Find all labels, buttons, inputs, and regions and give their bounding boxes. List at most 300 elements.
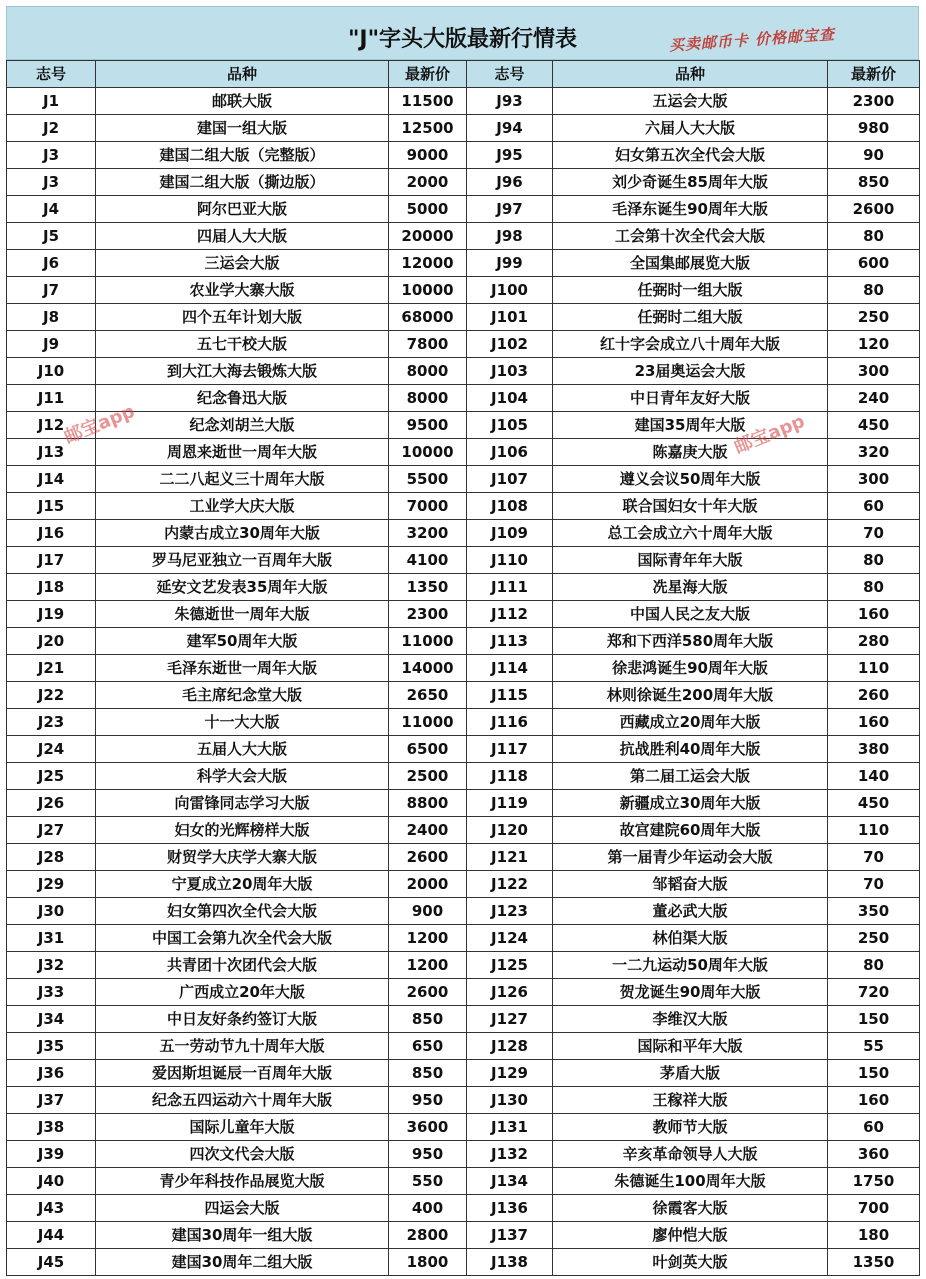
cell-name: 朱德诞生100周年大版 (553, 1168, 828, 1195)
cell-price: 300 (828, 466, 920, 493)
table-row (7, 952, 920, 979)
cell-name: 四届人大大版 (96, 223, 389, 250)
cell-code: J2 (7, 115, 96, 142)
table-body (7, 88, 920, 1276)
cell-name: 五届人大大版 (96, 736, 389, 763)
cell-code: J1 (7, 88, 96, 115)
cell-code: J38 (7, 1114, 96, 1141)
cell-code: J122 (467, 871, 553, 898)
cell-code: J43 (7, 1195, 96, 1222)
header-code-left: 志号 (7, 61, 96, 88)
cell-code: J37 (7, 1087, 96, 1114)
cell-code: J100 (467, 277, 553, 304)
cell-name: 青少年科技作品展览大版 (96, 1168, 389, 1195)
cell-code: J25 (7, 763, 96, 790)
table-row (7, 925, 920, 952)
cell-code: J104 (467, 385, 553, 412)
cell-price: 280 (828, 628, 920, 655)
cell-code: J114 (467, 655, 553, 682)
cell-name: 廖仲恺大版 (553, 1222, 828, 1249)
cell-price: 3200 (389, 520, 467, 547)
cell-name: 红十字会成立八十周年大版 (553, 331, 828, 358)
cell-code: J108 (467, 493, 553, 520)
cell-name: 中国人民之友大版 (553, 601, 828, 628)
cell-price: 720 (828, 979, 920, 1006)
cell-name: 五一劳动节九十周年大版 (96, 1033, 389, 1060)
cell-price: 980 (828, 115, 920, 142)
cell-name: 抗战胜利40周年大版 (553, 736, 828, 763)
cell-code: J136 (467, 1195, 553, 1222)
cell-code: J134 (467, 1168, 553, 1195)
cell-code: J116 (467, 709, 553, 736)
cell-code: J124 (467, 925, 553, 952)
cell-name: 毛主席纪念堂大版 (96, 682, 389, 709)
header-name-right: 品种 (553, 61, 828, 88)
cell-price: 300 (828, 358, 920, 385)
cell-price: 4100 (389, 547, 467, 574)
cell-name: 中日友好条约签订大版 (96, 1006, 389, 1033)
cell-code: J21 (7, 655, 96, 682)
cell-price: 250 (828, 304, 920, 331)
cell-code: J111 (467, 574, 553, 601)
cell-price: 3600 (389, 1114, 467, 1141)
cell-code: J110 (467, 547, 553, 574)
table-row (7, 574, 920, 601)
cell-price: 140 (828, 763, 920, 790)
cell-code: J44 (7, 1222, 96, 1249)
cell-code: J121 (467, 844, 553, 871)
cell-code: J132 (467, 1141, 553, 1168)
table-row (7, 493, 920, 520)
table-row (7, 385, 920, 412)
cell-price: 60 (828, 493, 920, 520)
cell-code: J22 (7, 682, 96, 709)
cell-price: 5500 (389, 466, 467, 493)
cell-price: 70 (828, 844, 920, 871)
cell-code: J93 (467, 88, 553, 115)
cell-name: 李维汉大版 (553, 1006, 828, 1033)
cell-code: J96 (467, 169, 553, 196)
table-row (7, 88, 920, 115)
cell-code: J101 (467, 304, 553, 331)
header-price-right: 最新价 (828, 61, 920, 88)
cell-name: 郑和下西洋580周年大版 (553, 628, 828, 655)
cell-name: 妇女的光辉榜样大版 (96, 817, 389, 844)
cell-price: 12500 (389, 115, 467, 142)
table-row (7, 763, 920, 790)
cell-name: 纪念刘胡兰大版 (96, 412, 389, 439)
cell-price: 250 (828, 925, 920, 952)
table-row (7, 979, 920, 1006)
cell-price: 850 (828, 169, 920, 196)
table-row (7, 736, 920, 763)
table-row (7, 1006, 920, 1033)
cell-price: 11000 (389, 709, 467, 736)
cell-price: 380 (828, 736, 920, 763)
cell-price: 1350 (389, 574, 467, 601)
table-row (7, 223, 920, 250)
table-row (7, 304, 920, 331)
cell-name: 工业学大庆大版 (96, 493, 389, 520)
cell-price: 70 (828, 520, 920, 547)
cell-price: 150 (828, 1006, 920, 1033)
cell-name: 董必武大版 (553, 898, 828, 925)
cell-price: 11500 (389, 88, 467, 115)
cell-name: 全国集邮展览大版 (553, 250, 828, 277)
cell-name: 林伯渠大版 (553, 925, 828, 952)
table-row (7, 169, 920, 196)
cell-name: 毛泽东诞生90周年大版 (553, 196, 828, 223)
cell-price: 150 (828, 1060, 920, 1087)
cell-code: J33 (7, 979, 96, 1006)
table-row (7, 520, 920, 547)
cell-code: J40 (7, 1168, 96, 1195)
cell-code: J26 (7, 790, 96, 817)
cell-code: J15 (7, 493, 96, 520)
cell-code: J28 (7, 844, 96, 871)
cell-name: 遵义会议50周年大版 (553, 466, 828, 493)
cell-price: 900 (389, 898, 467, 925)
cell-name: 毛泽东逝世一周年大版 (96, 655, 389, 682)
watermark-right: 邮宝app (731, 410, 808, 458)
cell-price: 2800 (389, 1222, 467, 1249)
cell-name: 爱因斯坦诞辰一百周年大版 (96, 1060, 389, 1087)
cell-price: 60 (828, 1114, 920, 1141)
cell-code: J16 (7, 520, 96, 547)
cell-price: 650 (389, 1033, 467, 1060)
cell-name: 中日青年友好大版 (553, 385, 828, 412)
cell-price: 80 (828, 223, 920, 250)
table-row (7, 601, 920, 628)
table-row (7, 1168, 920, 1195)
cell-code: J5 (7, 223, 96, 250)
cell-price: 240 (828, 385, 920, 412)
cell-name: 任弼时一组大版 (553, 277, 828, 304)
cell-name: 阿尔巴亚大版 (96, 196, 389, 223)
cell-code: J32 (7, 952, 96, 979)
cell-name: 五运会大版 (553, 88, 828, 115)
table-row (7, 1222, 920, 1249)
cell-name: 徐悲鸿诞生90周年大版 (553, 655, 828, 682)
cell-price: 8800 (389, 790, 467, 817)
cell-code: J10 (7, 358, 96, 385)
cell-code: J23 (7, 709, 96, 736)
cell-price: 70 (828, 871, 920, 898)
cell-name: 三运会大版 (96, 250, 389, 277)
cell-name: 邮联大版 (96, 88, 389, 115)
cell-price: 80 (828, 547, 920, 574)
cell-name: 刘少奇诞生85周年大版 (553, 169, 828, 196)
cell-name: 徐霞客大版 (553, 1195, 828, 1222)
cell-name: 五七干校大版 (96, 331, 389, 358)
cell-price: 80 (828, 277, 920, 304)
cell-price: 160 (828, 1087, 920, 1114)
table-row (7, 1195, 920, 1222)
cell-code: J112 (467, 601, 553, 628)
cell-name: 建军50周年大版 (96, 628, 389, 655)
cell-code: J7 (7, 277, 96, 304)
table-row (7, 790, 920, 817)
cell-name: 林则徐诞生200周年大版 (553, 682, 828, 709)
cell-code: J102 (467, 331, 553, 358)
cell-name: 四个五年计划大版 (96, 304, 389, 331)
cell-code: J8 (7, 304, 96, 331)
cell-price: 8000 (389, 358, 467, 385)
cell-name: 建国一组大版 (96, 115, 389, 142)
cell-code: J117 (467, 736, 553, 763)
cell-code: J35 (7, 1033, 96, 1060)
cell-name: 茅盾大版 (553, 1060, 828, 1087)
cell-price: 68000 (389, 304, 467, 331)
table-row (7, 817, 920, 844)
cell-price: 850 (389, 1006, 467, 1033)
table-row (7, 898, 920, 925)
cell-price: 320 (828, 439, 920, 466)
cell-price: 90 (828, 142, 920, 169)
price-table (6, 60, 920, 1276)
table-row (7, 331, 920, 358)
cell-price: 550 (389, 1168, 467, 1195)
cell-code: J31 (7, 925, 96, 952)
cell-name: 二二八起义三十周年大版 (96, 466, 389, 493)
cell-name: 广西成立20年大版 (96, 979, 389, 1006)
table-row (7, 655, 920, 682)
cell-name: 六届人大大版 (553, 115, 828, 142)
cell-name: 宁夏成立20周年大版 (96, 871, 389, 898)
cell-price: 2000 (389, 871, 467, 898)
cell-name: 向雷锋同志学习大版 (96, 790, 389, 817)
header-code-right: 志号 (467, 61, 553, 88)
cell-name: 农业学大寨大版 (96, 277, 389, 304)
table-row (7, 358, 920, 385)
cell-price: 600 (828, 250, 920, 277)
cell-price: 2600 (389, 979, 467, 1006)
cell-name: 冼星海大版 (553, 574, 828, 601)
cell-price: 2300 (828, 88, 920, 115)
cell-name: 朱德逝世一周年大版 (96, 601, 389, 628)
cell-name: 妇女第五次全代会大版 (553, 142, 828, 169)
cell-price: 400 (389, 1195, 467, 1222)
cell-price: 120 (828, 331, 920, 358)
cell-price: 8000 (389, 385, 467, 412)
cell-price: 9000 (389, 142, 467, 169)
cell-code: J4 (7, 196, 96, 223)
cell-price: 10000 (389, 277, 467, 304)
cell-price: 5000 (389, 196, 467, 223)
cell-price: 450 (828, 790, 920, 817)
cell-code: J29 (7, 871, 96, 898)
cell-name: 一二九运动50周年大版 (553, 952, 828, 979)
table-row (7, 682, 920, 709)
cell-price: 950 (389, 1141, 467, 1168)
cell-name: 叶剑英大版 (553, 1249, 828, 1276)
cell-code: J138 (467, 1249, 553, 1276)
cell-code: J105 (467, 412, 553, 439)
cell-code: J9 (7, 331, 96, 358)
cell-price: 1350 (828, 1249, 920, 1276)
cell-code: J106 (467, 439, 553, 466)
header-name-left: 品种 (96, 61, 389, 88)
cell-price: 2600 (389, 844, 467, 871)
cell-price: 80 (828, 574, 920, 601)
cell-code: J17 (7, 547, 96, 574)
table-row (7, 1114, 920, 1141)
table-row (7, 1141, 920, 1168)
cell-name: 妇女第四次全代会大版 (96, 898, 389, 925)
cell-name: 教师节大版 (553, 1114, 828, 1141)
table-row (7, 1060, 920, 1087)
cell-code: J115 (467, 682, 553, 709)
cell-code: J109 (467, 520, 553, 547)
table-row (7, 1033, 920, 1060)
cell-name: 内蒙古成立30周年大版 (96, 520, 389, 547)
cell-code: J14 (7, 466, 96, 493)
cell-price: 110 (828, 655, 920, 682)
table-row (7, 1087, 920, 1114)
cell-code: J127 (467, 1006, 553, 1033)
cell-code: J98 (467, 223, 553, 250)
cell-code: J99 (467, 250, 553, 277)
cell-name: 到大江大海去锻炼大版 (96, 358, 389, 385)
cell-price: 1800 (389, 1249, 467, 1276)
cell-name: 财贸学大庆学大寨大版 (96, 844, 389, 871)
cell-name: 国际儿童年大版 (96, 1114, 389, 1141)
table-row (7, 115, 920, 142)
cell-name: 罗马尼亚独立一百周年大版 (96, 547, 389, 574)
cell-name: 建国二组大版（撕边版） (96, 169, 389, 196)
cell-name: 建国二组大版（完整版） (96, 142, 389, 169)
cell-code: J118 (467, 763, 553, 790)
cell-name: 辛亥革命领导人大版 (553, 1141, 828, 1168)
table-row (7, 709, 920, 736)
cell-code: J97 (467, 196, 553, 223)
watermark-left: 邮宝app (61, 400, 138, 448)
cell-name: 建国30周年一组大版 (96, 1222, 389, 1249)
cell-name: 23届奥运会大版 (553, 358, 828, 385)
cell-price: 110 (828, 817, 920, 844)
cell-code: J113 (467, 628, 553, 655)
cell-code: J12 (7, 412, 96, 439)
cell-code: J13 (7, 439, 96, 466)
cell-code: J30 (7, 898, 96, 925)
cell-name: 中国工会第九次全代会大版 (96, 925, 389, 952)
cell-price: 7000 (389, 493, 467, 520)
cell-code: J24 (7, 736, 96, 763)
cell-price: 1750 (828, 1168, 920, 1195)
cell-name: 共青团十次团代会大版 (96, 952, 389, 979)
cell-price: 11000 (389, 628, 467, 655)
cell-price: 160 (828, 709, 920, 736)
cell-code: J34 (7, 1006, 96, 1033)
cell-price: 450 (828, 412, 920, 439)
cell-name: 四运会大版 (96, 1195, 389, 1222)
cell-price: 2000 (389, 169, 467, 196)
cell-name: 纪念鲁迅大版 (96, 385, 389, 412)
cell-code: J107 (467, 466, 553, 493)
cell-price: 9500 (389, 412, 467, 439)
cell-code: J130 (467, 1087, 553, 1114)
cell-code: J39 (7, 1141, 96, 1168)
table-row (7, 628, 920, 655)
cell-price: 850 (389, 1060, 467, 1087)
cell-code: J36 (7, 1060, 96, 1087)
table-row (7, 844, 920, 871)
cell-name: 周恩来逝世一周年大版 (96, 439, 389, 466)
cell-code: J94 (467, 115, 553, 142)
cell-name: 贺龙诞生90周年大版 (553, 979, 828, 1006)
cell-name: 纪念五四运动六十周年大版 (96, 1087, 389, 1114)
table-row (7, 1249, 920, 1276)
cell-code: J45 (7, 1249, 96, 1276)
cell-price: 180 (828, 1222, 920, 1249)
table-row (7, 250, 920, 277)
table-row (7, 466, 920, 493)
cell-price: 7800 (389, 331, 467, 358)
cell-price: 260 (828, 682, 920, 709)
cell-name: 国际青年年大版 (553, 547, 828, 574)
cell-price: 80 (828, 952, 920, 979)
cell-price: 2300 (389, 601, 467, 628)
table-row (7, 412, 920, 439)
cell-name: 十一大大版 (96, 709, 389, 736)
cell-price: 2500 (389, 763, 467, 790)
cell-name: 第二届工运会大版 (553, 763, 828, 790)
cell-name: 第一届青少年运动会大版 (553, 844, 828, 871)
cell-code: J27 (7, 817, 96, 844)
table-row (7, 547, 920, 574)
cell-price: 12000 (389, 250, 467, 277)
cell-price: 700 (828, 1195, 920, 1222)
cell-name: 王稼祥大版 (553, 1087, 828, 1114)
cell-code: J11 (7, 385, 96, 412)
cell-name: 建国30周年二组大版 (96, 1249, 389, 1276)
cell-price: 55 (828, 1033, 920, 1060)
cell-name: 联合国妇女十年大版 (553, 493, 828, 520)
cell-code: J120 (467, 817, 553, 844)
cell-price: 2600 (828, 196, 920, 223)
table-header-row (7, 61, 920, 88)
table-row (7, 871, 920, 898)
cell-price: 1200 (389, 925, 467, 952)
cell-code: J119 (467, 790, 553, 817)
cell-code: J125 (467, 952, 553, 979)
cell-code: J18 (7, 574, 96, 601)
header-price-left: 最新价 (389, 61, 467, 88)
cell-code: J95 (467, 142, 553, 169)
cell-code: J128 (467, 1033, 553, 1060)
cell-code: J6 (7, 250, 96, 277)
cell-price: 10000 (389, 439, 467, 466)
cell-name: 邹韬奋大版 (553, 871, 828, 898)
cell-code: J137 (467, 1222, 553, 1249)
cell-code: J123 (467, 898, 553, 925)
cell-price: 350 (828, 898, 920, 925)
table-row (7, 196, 920, 223)
stamp-slogan: 买卖邮币卡 价格邮宝查 (668, 25, 836, 55)
cell-price: 2400 (389, 817, 467, 844)
cell-price: 6500 (389, 736, 467, 763)
cell-price: 160 (828, 601, 920, 628)
cell-code: J129 (467, 1060, 553, 1087)
table-row (7, 142, 920, 169)
cell-code: J3 (7, 142, 96, 169)
page-title: "J"字头大版最新行情表 (347, 27, 578, 52)
cell-name: 国际和平年大版 (553, 1033, 828, 1060)
cell-name: 工会第十次全代会大版 (553, 223, 828, 250)
table-row (7, 439, 920, 466)
cell-price: 1200 (389, 952, 467, 979)
cell-name: 延安文艺发表35周年大版 (96, 574, 389, 601)
